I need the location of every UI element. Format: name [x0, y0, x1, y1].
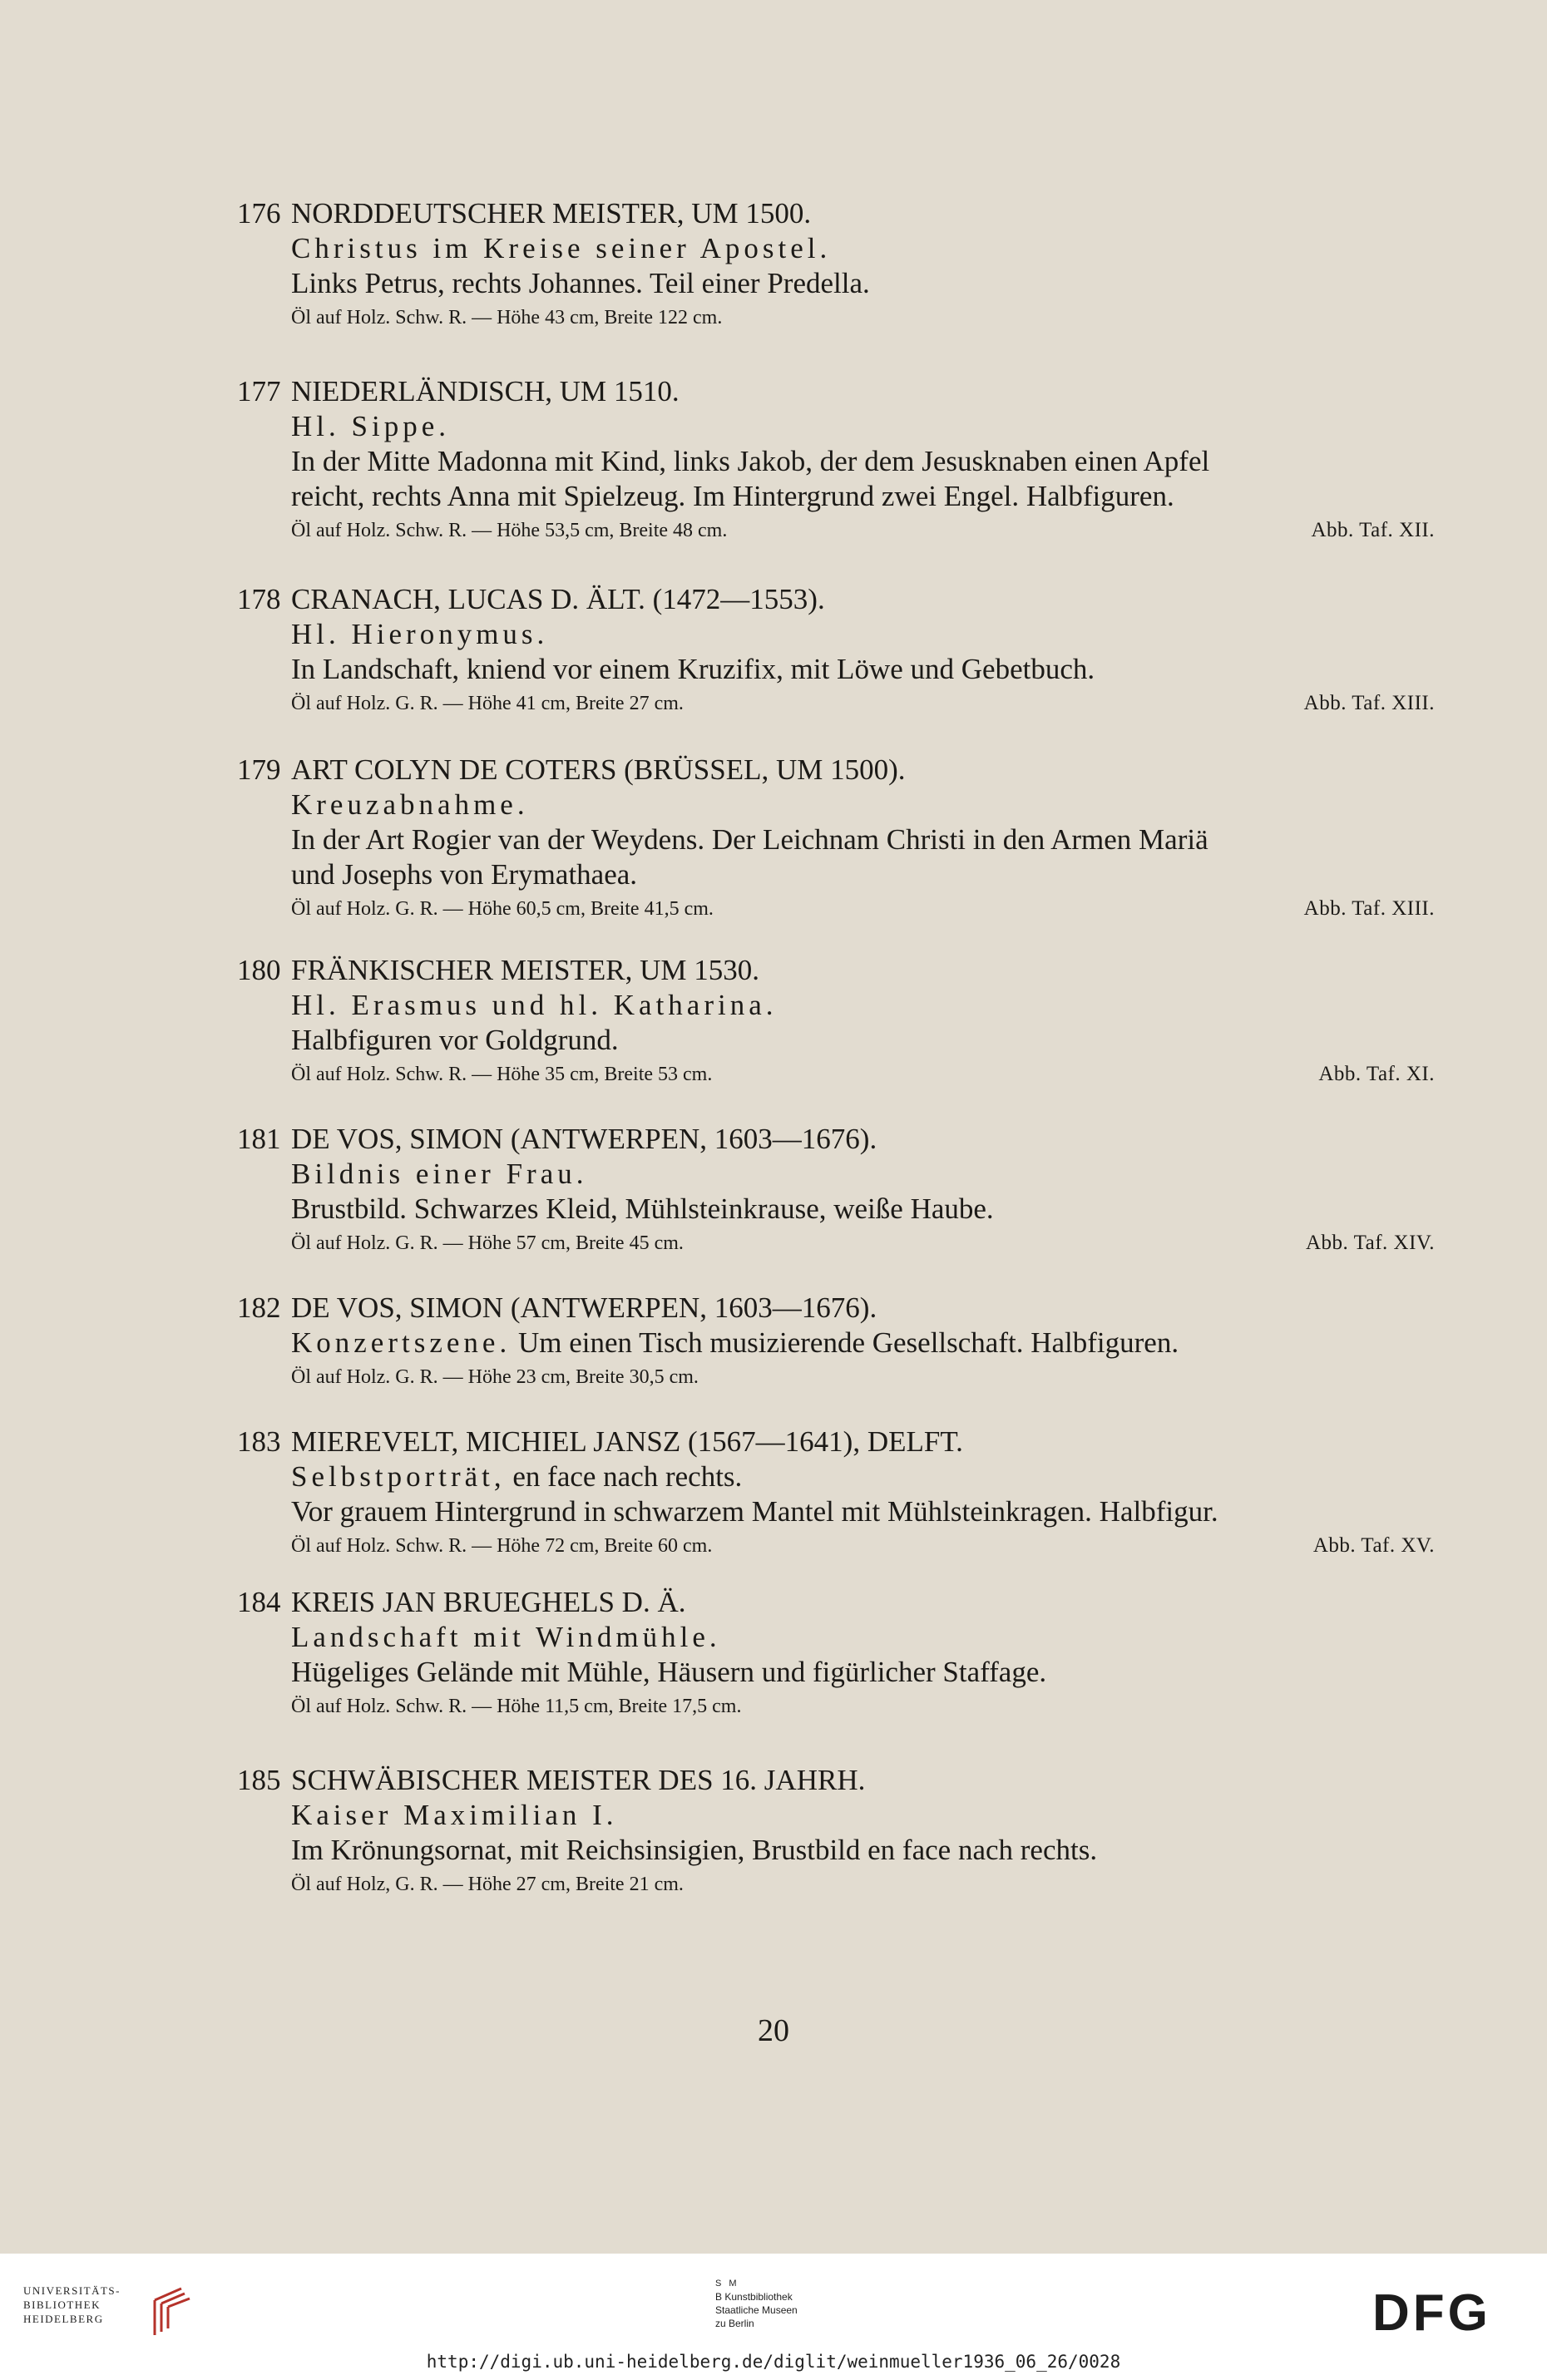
description-line: Hügeliges Gelände mit Mühle, Häusern und figürlicher Staffage.	[291, 1656, 1047, 1688]
catalog-entry-182	[237, 1291, 1435, 1394]
artwork-details: Öl auf Holz. G. R. — Höhe 23 cm, Breite 30,5 cm.	[291, 1366, 699, 1388]
plate-reference: Abb. Taf. XII.	[1311, 519, 1435, 541]
artwork-title: Konzertszene.	[291, 1326, 512, 1359]
description-line: Vor grauem Hintergrund in schwarzem Mantel mit Mühlsteinkragen. Halbfigur.	[291, 1495, 1218, 1528]
catalog-entry-180	[237, 953, 1435, 1091]
artwork-title: Christus im Kreise seiner Apostel.	[291, 232, 832, 264]
artwork-details: Öl auf Holz. Schw. R. — Höhe 53,5 cm, Breite 48 cm.	[291, 520, 728, 541]
artwork-title: Selbstporträt,	[291, 1460, 506, 1493]
lot-number: 183	[237, 1425, 281, 1458]
artwork-details: Öl auf Holz. G. R. — Höhe 41 cm, Breite 27 cm.	[291, 693, 684, 714]
description-line: Links Petrus, rechts Johannes. Teil einer Predella.	[291, 267, 870, 299]
description-line: In Landschaft, kniend vor einem Kruzifix, mit Löwe und Gebetbuch.	[291, 653, 1095, 685]
plate-reference: Abb. Taf. XIV.	[1305, 1232, 1435, 1254]
catalog-entry-176	[237, 196, 1435, 334]
artist: NIEDERLÄNDISCH, UM 1510.	[291, 375, 680, 407]
catalog-entry-181	[237, 1122, 1435, 1260]
artwork-title: Bildnis einer Frau.	[291, 1158, 588, 1190]
library-emblem-icon	[148, 2284, 198, 2340]
artwork-details: Öl auf Holz. Schw. R. — Höhe 43 cm, Breite 122 cm.	[291, 307, 723, 328]
artist: MIEREVELT, MICHIEL JANSZ (1567—1641), DELFT.	[291, 1425, 963, 1458]
lot-number: 179	[237, 753, 281, 786]
catalog-entry-183	[237, 1425, 1435, 1563]
artwork-title: Kreuzabnahme.	[291, 788, 529, 821]
page-number: 20	[758, 2013, 789, 2048]
catalog-entry-179	[237, 753, 1435, 926]
artwork-title: Hl. Sippe.	[291, 410, 450, 442]
artwork-details: Öl auf Holz, G. R. — Höhe 27 cm, Breite 21 cm.	[291, 1874, 684, 1895]
lot-number: 184	[237, 1586, 281, 1618]
description-line: Brustbild. Schwarzes Kleid, Mühlsteinkrause, weiße Haube.	[291, 1192, 994, 1225]
artwork-details: Öl auf Holz. Schw. R. — Höhe 72 cm, Breite 60 cm.	[291, 1535, 713, 1557]
catalog-entry-184	[237, 1585, 1435, 1723]
kunstbibliothek-logo[interactable]: S M B Kunstbibliothek Staatliche Museen zu Berlin	[715, 2279, 798, 2329]
description-line: Halbfiguren vor Goldgrund.	[291, 1024, 619, 1056]
plate-reference: Abb. Taf. XV.	[1312, 1534, 1435, 1557]
artwork-details: Öl auf Holz. Schw. R. — Höhe 11,5 cm, Breite 17,5 cm.	[291, 1696, 742, 1717]
artist: KREIS JAN BRUEGHELS D. Ä.	[291, 1586, 686, 1618]
artist: CRANACH, LUCAS D. ÄLT. (1472—1553).	[291, 583, 825, 615]
artist: DE VOS, SIMON (ANTWERPEN, 1603—1676).	[291, 1291, 877, 1324]
description-line: In der Art Rogier van der Weydens. Der Leichnam Christi in den Armen Mariä	[291, 823, 1208, 856]
lot-number: 177	[237, 375, 281, 407]
lot-number: 178	[237, 583, 281, 615]
plate-reference: Abb. Taf. XI.	[1318, 1063, 1435, 1085]
lot-number: 176	[237, 197, 281, 230]
plate-reference: Abb. Taf. XIII.	[1303, 897, 1435, 920]
description-line: Im Krönungsornat, mit Reichsinsigien, Brustbild en face nach rechts.	[291, 1834, 1098, 1866]
catalog-entry-177	[237, 374, 1435, 547]
artist: DE VOS, SIMON (ANTWERPEN, 1603—1676).	[291, 1123, 877, 1155]
catalog-entry-185	[237, 1763, 1435, 1901]
dfg-logo[interactable]	[1372, 2289, 1522, 2339]
artwork-title: Hl. Erasmus und hl. Katharina.	[291, 989, 778, 1021]
artwork-title: Landschaft mit Windmühle.	[291, 1621, 721, 1653]
artist: SCHWÄBISCHER MEISTER DES 16. JAHRH.	[291, 1764, 866, 1796]
lot-number: 181	[237, 1123, 281, 1155]
description-line: und Josephs von Erymathaea.	[291, 858, 638, 891]
artwork-title: Kaiser Maximilian I.	[291, 1799, 618, 1831]
dfg-logo-icon	[1372, 2289, 1522, 2335]
artwork-details: Öl auf Holz. Schw. R. — Höhe 35 cm, Breite 53 cm.	[291, 1064, 713, 1085]
title-continuation: en face nach rechts.	[505, 1460, 743, 1493]
artwork-title: Hl. Hieronymus.	[291, 618, 549, 650]
description-line: reicht, rechts Anna mit Spielzeug. Im Hintergrund zwei Engel. Halbfiguren.	[291, 480, 1174, 512]
artist: FRÄNKISCHER MEISTER, UM 1530.	[291, 954, 759, 986]
lot-number: 185	[237, 1764, 281, 1796]
svg-text:DFG: DFG	[1372, 2289, 1491, 2335]
artist: NORDDEUTSCHER MEISTER, UM 1500.	[291, 197, 812, 230]
artist: ART COLYN DE COTERS (BRÜSSEL, UM 1500).	[291, 753, 906, 786]
artwork-details: Öl auf Holz. G. R. — Höhe 57 cm, Breite 45 cm.	[291, 1232, 684, 1254]
source-url-link[interactable]: http://digi.ub.uni-heidelberg.de/diglit/weinmueller1936_06_26/0028	[426, 2352, 1121, 2372]
description-line: In der Mitte Madonna mit Kind, links Jakob, der dem Jesusknaben einen Apfel	[291, 445, 1210, 477]
university-library-logo[interactable]: UNIVERSITÄTS- BIBLIOTHEK HEIDELBERG	[23, 2284, 215, 2342]
plate-reference: Abb. Taf. XIII.	[1303, 692, 1435, 714]
lot-number: 182	[237, 1291, 281, 1324]
title-continuation: Um einen Tisch musizierende Gesellschaft. Halbfiguren.	[511, 1326, 1179, 1359]
lot-number: 180	[237, 954, 281, 986]
catalog-entry-178	[237, 582, 1435, 720]
artwork-details: Öl auf Holz. G. R. — Höhe 60,5 cm, Breite 41,5 cm.	[291, 898, 714, 920]
